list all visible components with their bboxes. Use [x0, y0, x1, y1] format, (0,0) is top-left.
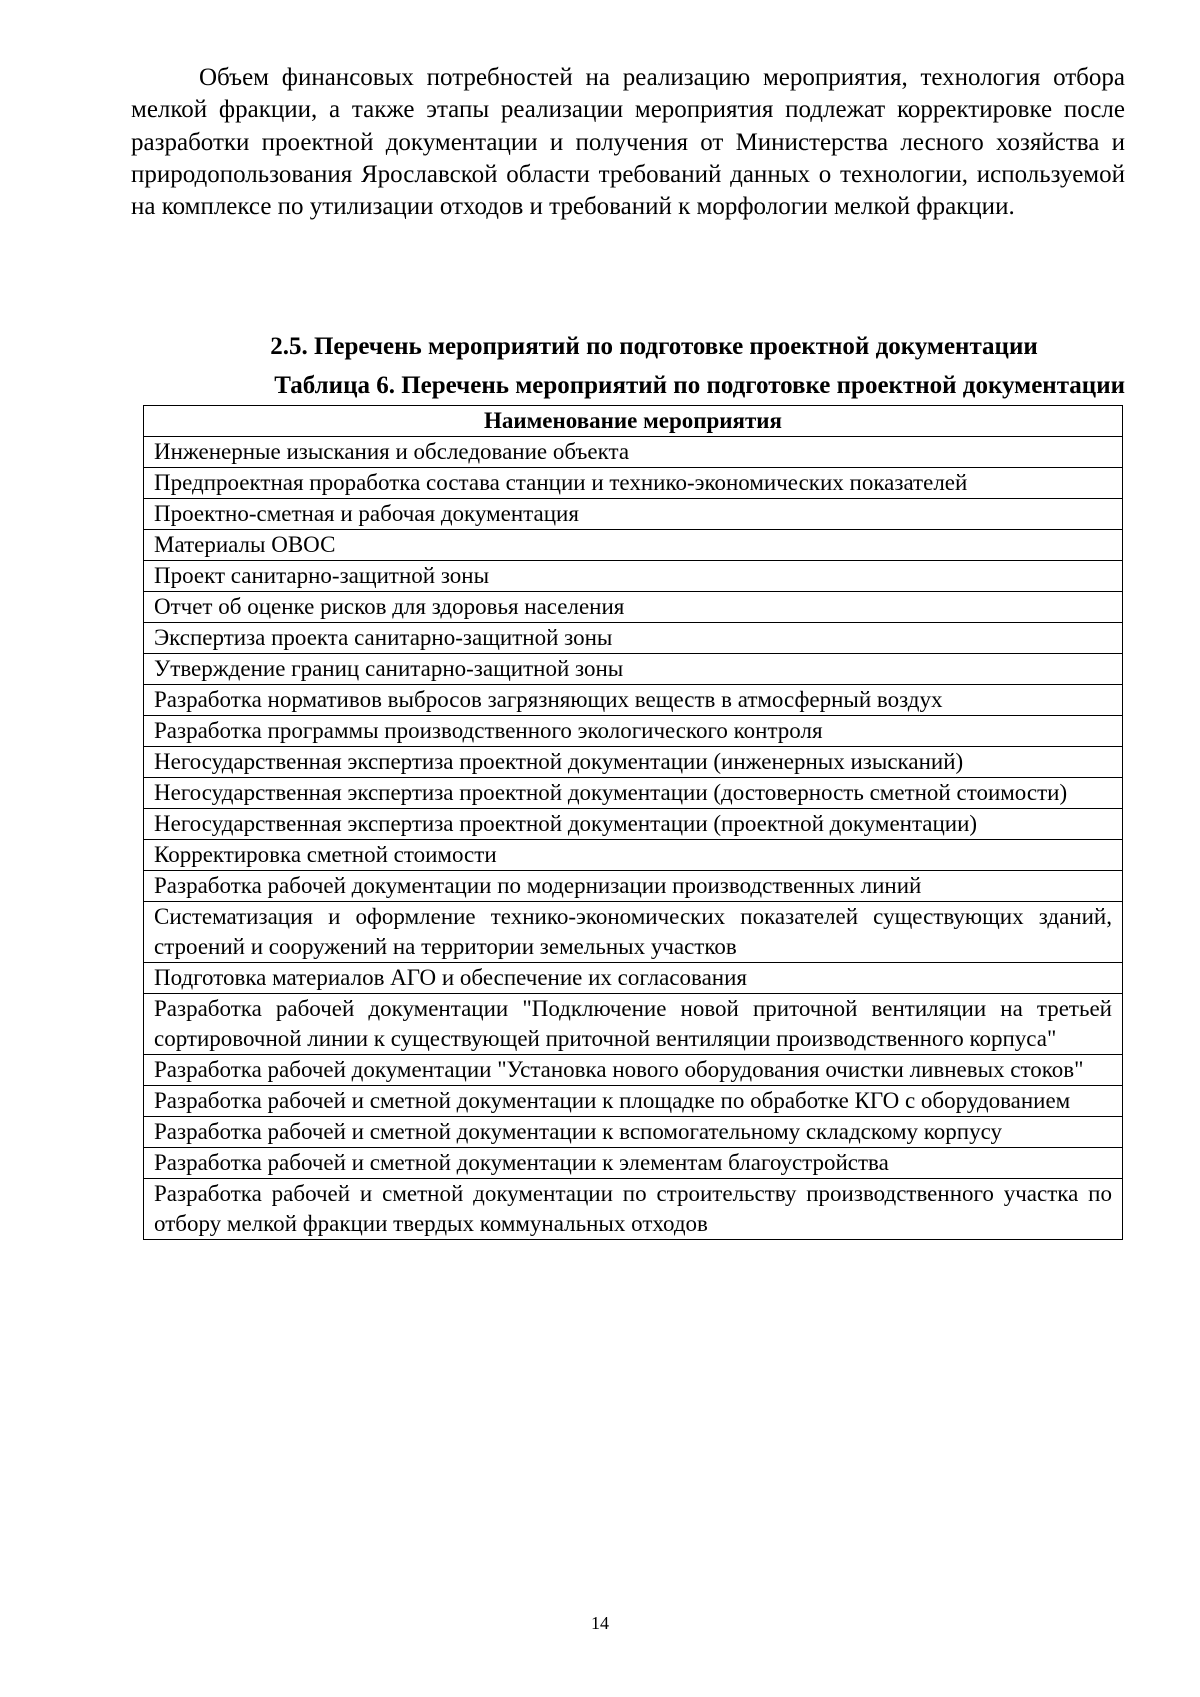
- table-header-row: [144, 406, 1123, 437]
- table-row: [144, 499, 1123, 530]
- table-cell: Экспертиза проекта санитарно-защитной зоны: [144, 623, 1123, 654]
- table-row: [144, 871, 1123, 902]
- table-caption: Таблица 6. Перечень мероприятий по подготовке проектной документации: [274, 372, 1125, 399]
- table-cell: Предпроектная проработка состава станции и технико-экономических показателей: [144, 468, 1123, 499]
- table-row: [144, 1179, 1123, 1240]
- table-row: [144, 468, 1123, 499]
- table-row: [144, 685, 1123, 716]
- table-row: [144, 654, 1123, 685]
- table-cell: Разработка рабочей и сметной документации к вспомогательному складскому корпусу: [144, 1117, 1123, 1148]
- table-cell: Отчет об оценке рисков для здоровья населения: [144, 592, 1123, 623]
- table-row: [144, 530, 1123, 561]
- table-cell: Разработка рабочей документации "Установка нового оборудования очистки ливневых стоков": [144, 1055, 1123, 1086]
- table-cell: Негосударственная экспертиза проектной документации (достоверность сметной стоимости): [144, 778, 1123, 809]
- section-heading: 2.5. Перечень мероприятий по подготовке проектной документации: [270, 333, 1038, 360]
- table-cell: Систематизация и оформление технико-экономических показателей существующих зданий, строений и сооружений на территории земельных участков: [144, 902, 1123, 963]
- page-number: 14: [591, 1613, 609, 1633]
- table-row: [144, 1055, 1123, 1086]
- table-row: [144, 994, 1123, 1055]
- table-cell: Негосударственная экспертиза проектной документации (инженерных изысканий): [144, 747, 1123, 778]
- table-row: [144, 1086, 1123, 1117]
- table-row: [144, 840, 1123, 871]
- table-row: [144, 747, 1123, 778]
- table-row: [144, 623, 1123, 654]
- table-row: [144, 716, 1123, 747]
- table-cell: Негосударственная экспертиза проектной документации (проектной документации): [144, 809, 1123, 840]
- table-cell: Разработка рабочей документации "Подключение новой приточной вентиляции на третьей сортировочной линии к существующей приточной вентиляции производственного корпуса": [144, 994, 1123, 1055]
- table-cell: Разработка рабочей и сметной документации по строительству производственного участка по отбору мелкой фракции твердых коммунальных отходов: [144, 1179, 1123, 1240]
- table-row: [144, 592, 1123, 623]
- table-row: [144, 1117, 1123, 1148]
- table-row: [144, 902, 1123, 963]
- events-table: [143, 405, 1123, 1240]
- table-cell: Утверждение границ санитарно-защитной зоны: [144, 654, 1123, 685]
- table-row: [144, 963, 1123, 994]
- table-row: [144, 561, 1123, 592]
- table-cell: Разработка программы производственного экологического контроля: [144, 716, 1123, 747]
- table-cell: Материалы ОВОС: [144, 530, 1123, 561]
- table-cell: Корректировка сметной стоимости: [144, 840, 1123, 871]
- table-cell: Разработка рабочей документации по модернизации производственных линий: [144, 871, 1123, 902]
- table-cell: Подготовка материалов АГО и обеспечение их согласования: [144, 963, 1123, 994]
- table-cell: Разработка рабочей и сметной документации к элементам благоустройства: [144, 1148, 1123, 1179]
- table-cell: Инженерные изыскания и обследование объекта: [144, 437, 1123, 468]
- table-cell: Проект санитарно-защитной зоны: [144, 561, 1123, 592]
- table-cell: Разработка нормативов выбросов загрязняющих веществ в атмосферный воздух: [144, 685, 1123, 716]
- column-header: Наименование мероприятия: [144, 406, 1123, 437]
- intro-paragraph: Объем финансовых потребностей на реализацию мероприятия, технология отбора мелкой фракции, а также этапы реализации мероприятия подлежат корректировке после разработки проектной документации и получения от Министерства лесного хозяйства и природопользования Ярославской области требований данных о технологии, используемой на комплексе по утилизации отходов и требований к морфологии мелкой фракции.: [131, 64, 1125, 221]
- table-row: [144, 809, 1123, 840]
- table-row: [144, 778, 1123, 809]
- table-cell: Разработка рабочей и сметной документации к площадке по обработке КГО с оборудованием: [144, 1086, 1123, 1117]
- table-row: [144, 437, 1123, 468]
- table-row: [144, 1148, 1123, 1179]
- table-cell: Проектно-сметная и рабочая документация: [144, 499, 1123, 530]
